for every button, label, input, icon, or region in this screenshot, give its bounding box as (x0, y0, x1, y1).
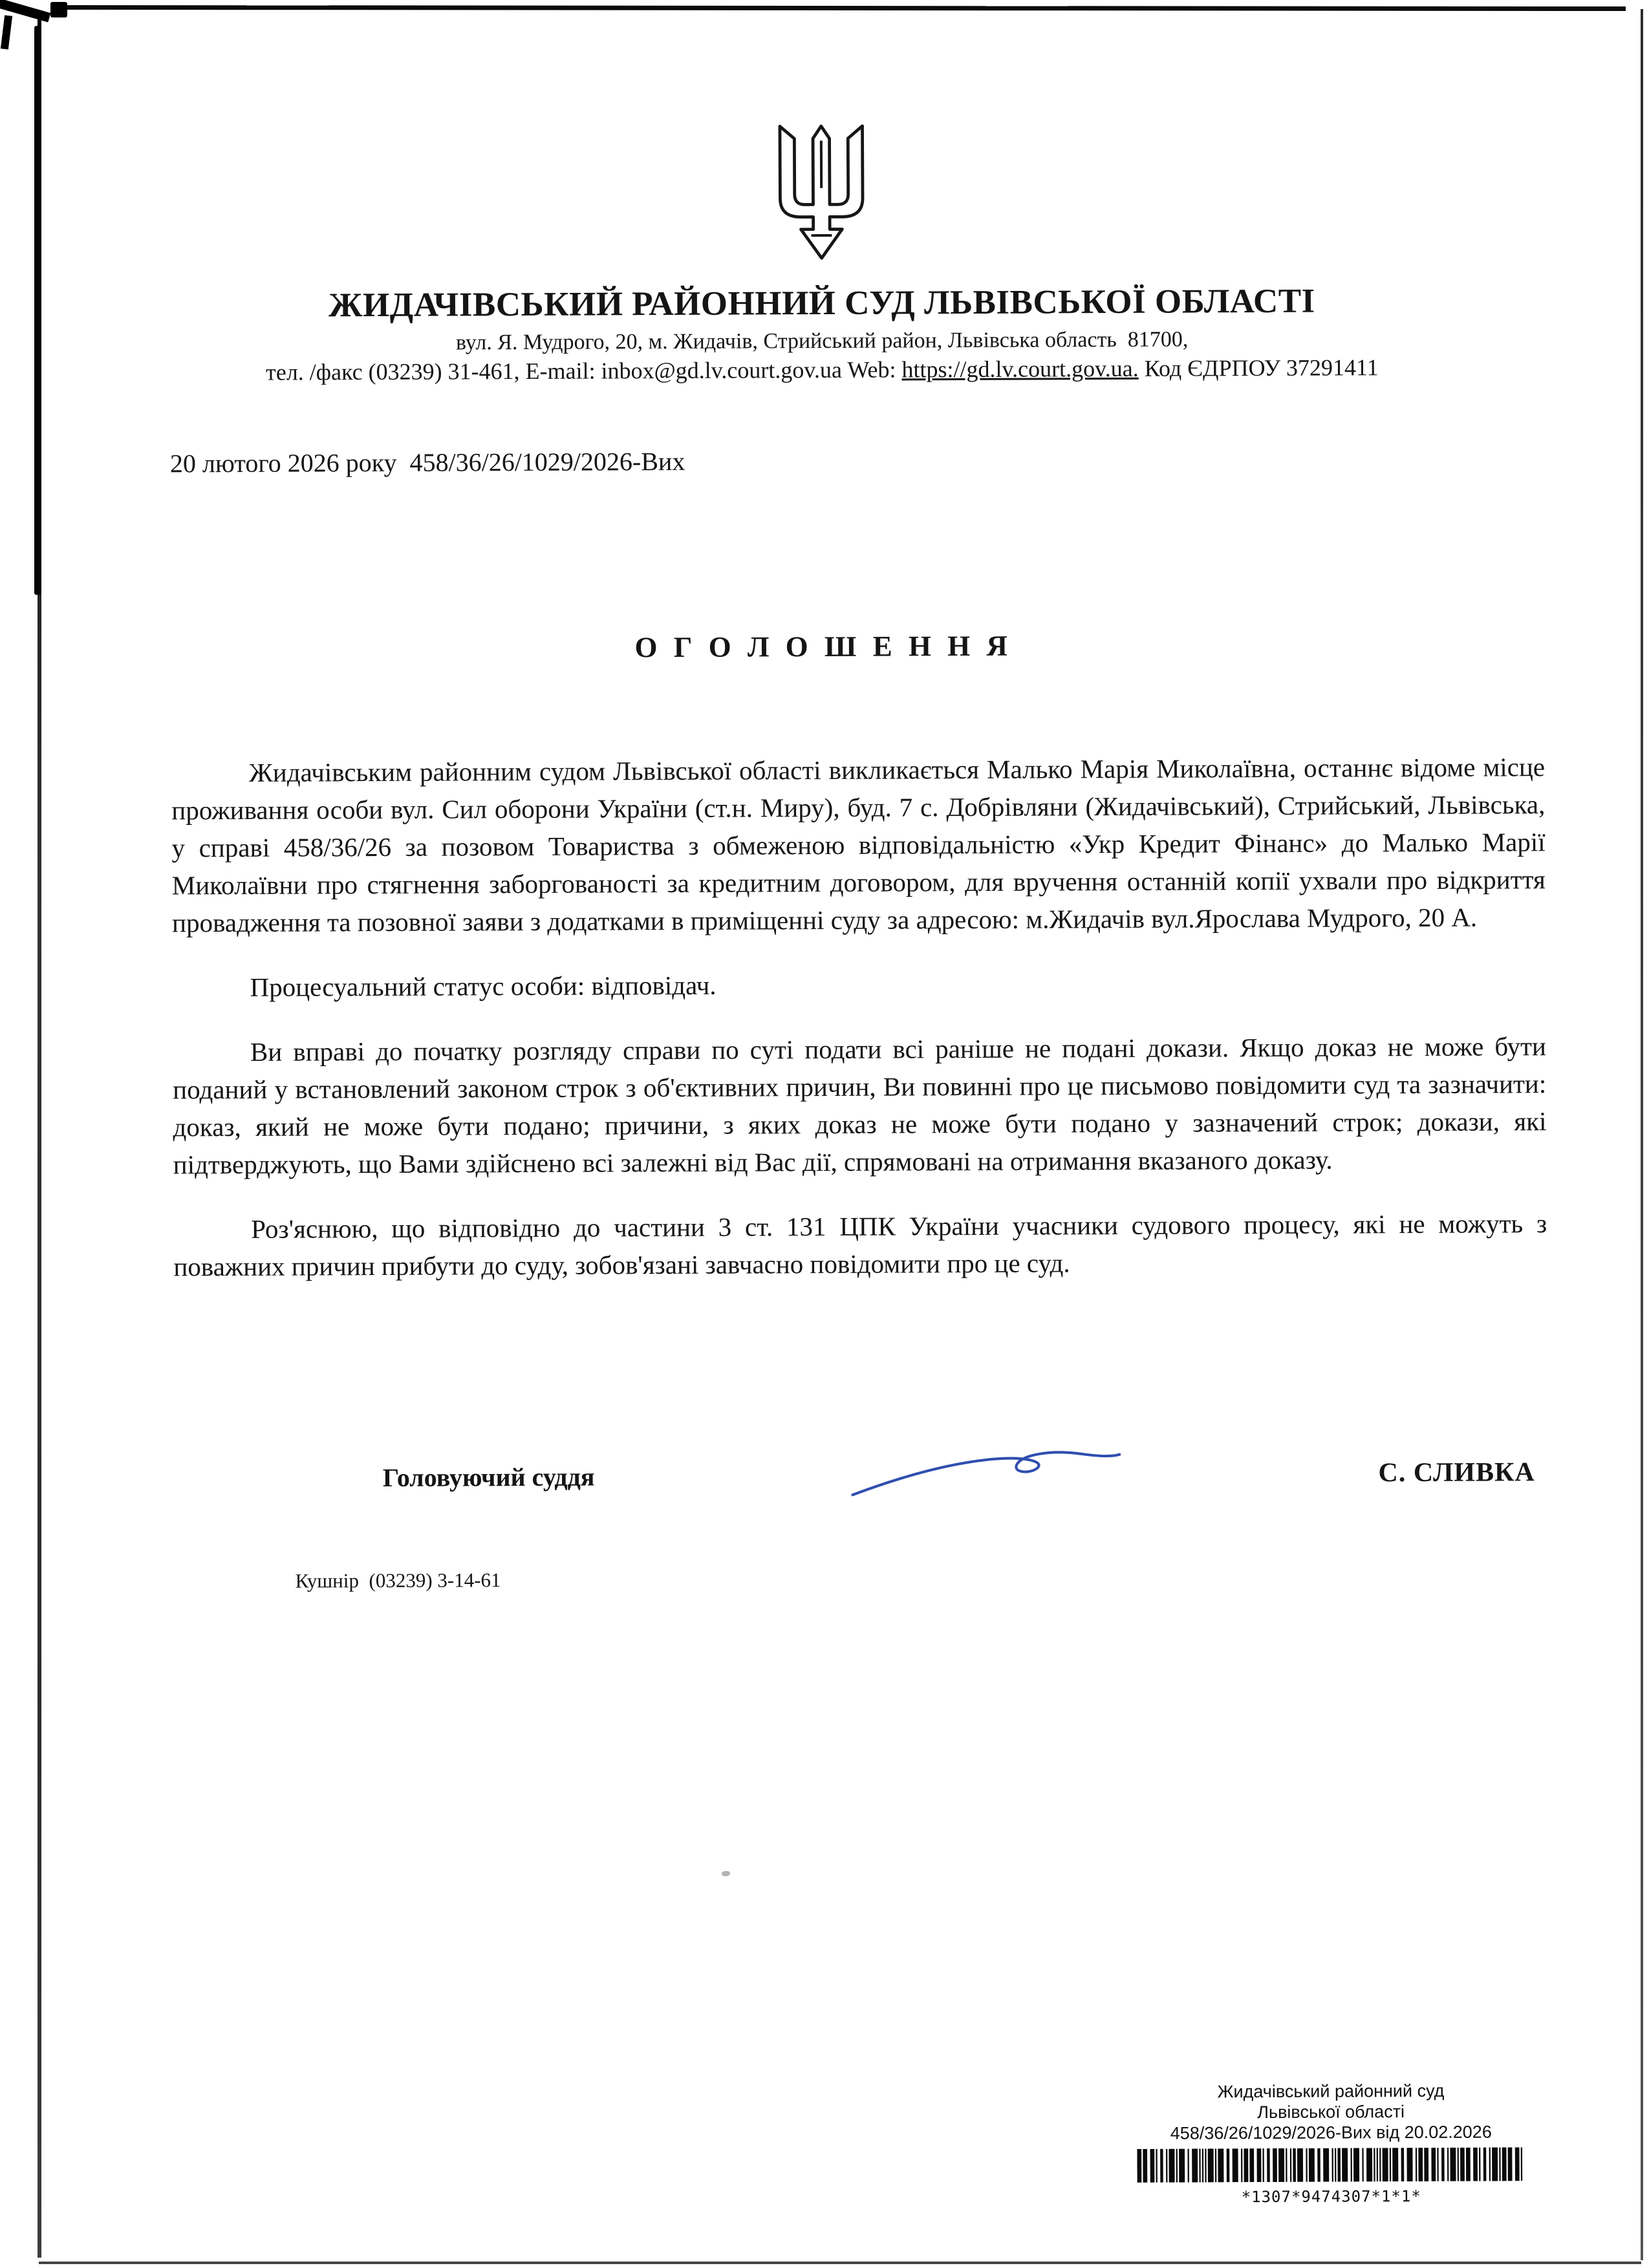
barcode (1137, 2147, 1525, 2183)
stamp-reference-line: 458/36/26/1029/2026-Вих від 20.02.2026 (1170, 2122, 1492, 2143)
body-paragraph: Ви вправі до початку розгляду справи по суті подати всі раніше не подані докази. Якщо доказ не може бути поданий у встановлений законом строк з об'єктивних причин, Ви повинні про це письмово повідомити суд та зазначити: доказ, який не може бути подано; причини, з яких доказ не може бути подано у зазначений строк; докази, які підтверджують, що Вами здійснено всі залежні від Вас дії, спрямовані на отримання вказаного доказу. (173, 1031, 1547, 1180)
clerk-contact-line: Кушнір (03239) 3-14-61 (295, 1568, 501, 1592)
ukraine-trident-emblem-icon (0, 110, 1646, 273)
court-name: ЖИДАЧІВСЬКИЙ РАЙОННИЙ СУД ЛЬВІВСЬКОЇ ОБЛАСТІ (328, 282, 1315, 325)
letterhead (0, 0, 1646, 387)
registration-stamp (1111, 2080, 1551, 2208)
court-contacts (0, 352, 1646, 387)
court-address: вул. Я. Мудрого, 20, м. Жидачів, Стрийський район, Львівська область 81700, (455, 327, 1189, 355)
body-paragraph: Роз'яснюю, що відповідно до частини 3 ст. 131 ЦПК України учасники судового процесу, які не можуть з поважних причин прибути до суду, зобов'язані завчасно повідомити про це суд. (173, 1208, 1547, 1282)
judge-signature-icon (594, 1440, 1378, 1508)
body-paragraph: Процесуальний статус особи: відповідач. (250, 970, 717, 1002)
signature-block (383, 1440, 1535, 1510)
court-website-link: https://gd.lv.court.gov.ua. (901, 355, 1139, 383)
document-body (171, 748, 1547, 1285)
stamp-court-line2: Львівської області (1257, 2102, 1405, 2123)
judge-name: С. СЛИВКА (1378, 1457, 1535, 1488)
date-and-reference-line: 20 лютого 2026 року 458/36/26/1029/2026-Вих (169, 446, 685, 478)
document-title: О Г О Л О Ш Е Н Н Я (634, 629, 1013, 664)
stamp-court-line1: Жидачівський районний суд (1217, 2081, 1445, 2102)
judge-role-label: Головуючий суддя (382, 1462, 595, 1492)
edrpou-code: Код ЄДРПОУ 37291411 (1138, 354, 1379, 381)
barcode-text: *1307*9474307*1*1* (1241, 2187, 1421, 2207)
body-paragraph: Жидачівським районним судом Львівської області викликається Малько Марія Миколаївна, останнє відоме місце проживання особи вул. Сил оборони України (ст.н. Миру), буд. 7 с. Добрівляни (Жидачівський), Стрийський, Львівська, у справі 458/36/26 за позовом Товариства з обмеженою відповідальністю «Укр Кредит Фінанс» до Малько Марії Миколаївни про стягнення заборгованості за кредитним договором, для вручення останній копії ухвали про відкриття провадження та позовної заяви з додатками в приміщенні суду за адресою: м.Жидачів вул.Ярослава Мудрого, 20 А. (171, 752, 1546, 938)
contact-text: тел. /факс (03239) 31-461, E-mail: inbox@gd.lv.court.gov.ua Web: (265, 356, 902, 385)
